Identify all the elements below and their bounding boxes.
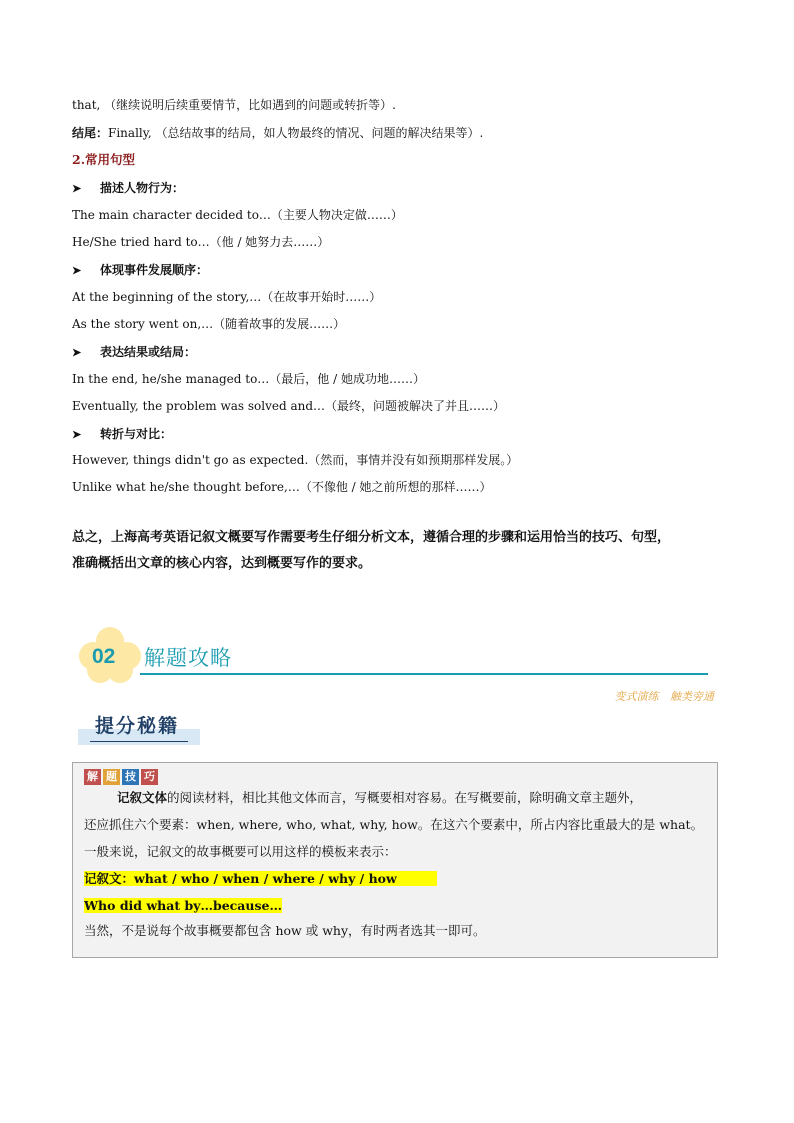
summary-paragraph	[72, 525, 720, 577]
template-highlight-text: 记叙文：what / who / when / where / why / how	[84, 871, 437, 886]
tips-title-underline	[90, 741, 188, 742]
tip-line: 当然，不是说每个故事概要都包含 how 或 why，有时两者选其一即可。	[84, 923, 486, 938]
tip-line: 一般来说，记叙文的故事概要可以用这样的模板来表示：	[84, 844, 397, 859]
example-sentence: As the story went on,…（随着故事的发展……）	[72, 317, 346, 331]
category-heading	[72, 180, 184, 197]
intro-line-middle-text: that, （继续说明后续重要情节，比如遇到的问题或转折等）.	[72, 98, 396, 112]
example-sentence: Eventually, the problem was solved and…（最终，问题被解决了并且……）	[72, 399, 506, 413]
arrow-bullet-icon: ➤	[72, 346, 82, 359]
intro-line-ending-lead: 结尾：	[72, 126, 109, 140]
category-heading	[72, 262, 208, 279]
example-sentence: At the beginning of the story,…（在故事开始时……）	[72, 290, 382, 304]
intro-line-middle	[72, 97, 396, 113]
tip-line-text: 的阅读材料，相比其他文体而言，写概要相对容易。在写概要前，除明确文章主题外，	[167, 790, 643, 805]
section-title: 解题攻略	[144, 646, 232, 670]
tip-tag: 题	[103, 769, 120, 785]
arrow-bullet-icon: ➤	[72, 264, 82, 277]
summary-line: 准确概括出文章的核心内容，达到概要写作的要求。	[72, 556, 372, 571]
example-sentence: The main character decided to…（主要人物决定做……）	[72, 208, 403, 222]
section-2-heading: 2.常用句型	[72, 152, 136, 167]
example-sentence: In the end, he/she managed to…（最后，他 / 她成功地……）	[72, 372, 425, 386]
tip-tag: 解	[84, 769, 101, 785]
category-title: 描述人物行为：	[100, 181, 185, 195]
tip-line-bold: 记叙文体	[117, 790, 168, 805]
arrow-bullet-icon: ➤	[72, 182, 82, 195]
arrow-bullet-icon: ➤	[72, 428, 82, 441]
section-number: 02	[92, 645, 116, 668]
example-sentence: Unlike what he/she thought before,…（不像他 / 她之前所想的那样……）	[72, 480, 492, 494]
tip-tag: 巧	[141, 769, 158, 785]
example-sentence: However, things didn't go as expected.（然而，事情并没有如预期那样发展。）	[72, 453, 519, 467]
tips-title: 提分秘籍	[95, 715, 180, 737]
section-subtitle: 变式演练 触类旁通	[614, 690, 714, 703]
template-highlight-text: Who did what by…because…	[84, 898, 282, 913]
section-divider	[140, 673, 708, 675]
example-sentence: He/She tried hard to…（他 / 她努力去……）	[72, 235, 330, 249]
category-heading	[72, 344, 196, 361]
category-title: 体现事件发展顺序：	[100, 263, 209, 277]
category-title: 转折与对比：	[100, 427, 173, 441]
intro-line-ending-text: Finally, （总结故事的结局，如人物最终的情况、问题的解决结果等）.	[108, 126, 484, 140]
category-title: 表达结果或结局：	[100, 345, 197, 359]
category-heading	[72, 426, 172, 443]
template-highlight	[84, 870, 437, 888]
intro-line-ending	[72, 125, 483, 141]
tip-tag: 技	[122, 769, 139, 785]
template-highlight	[84, 897, 282, 915]
tip-line: 还应抓住六个要素：when, where, who, what, why, how。在这六个要素中，所占内容比重最大的是 what。	[84, 817, 704, 832]
tip-line	[117, 789, 642, 807]
summary-line: 总之，上海高考英语记叙文概要写作需要考生仔细分析文本，遵循合理的步骤和运用恰当的技巧、句型，	[72, 530, 671, 545]
